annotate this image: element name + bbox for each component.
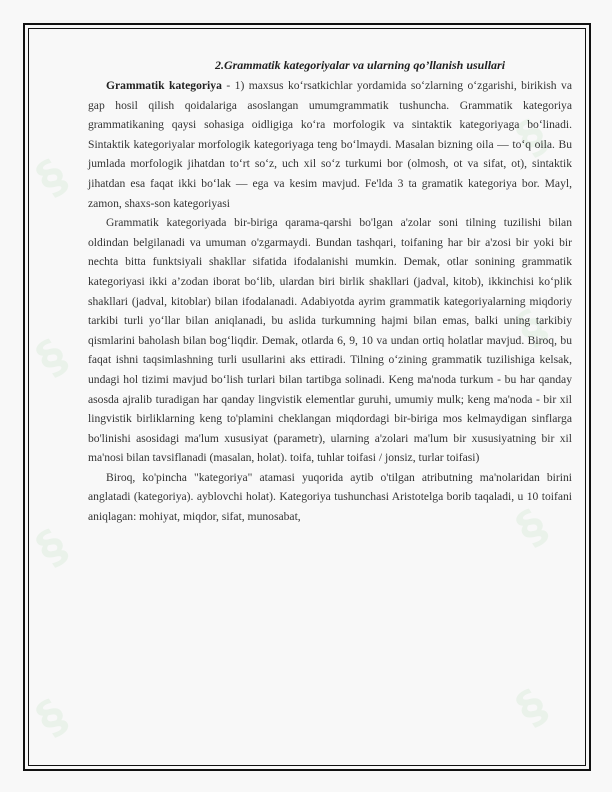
watermark-glyph: § (26, 688, 77, 746)
watermark-glyph: § (506, 498, 557, 556)
watermark-glyph: § (26, 518, 77, 576)
watermark-glyph: § (26, 328, 77, 386)
paragraph-3: Biroq, ko'pincha "kategoriya" atamasi yuqorida aytib o'tilgan atributning ma'nolaridan birini anglatadi (kategoriya). ayblovchi holat). Kategoriya tushunchasi Aristotelga borib taqaladi, u 10 toifani aniqlagan: mohiyat, miqdor, sifat, munosabat, (88, 470, 572, 524)
watermark-glyph: § (506, 108, 557, 166)
section-title: 2.Grammatik kategoriyalar va ularning qo’llanish usullari (214, 58, 506, 72)
document-body (88, 56, 572, 527)
watermark-glyph: § (26, 148, 77, 206)
watermark-glyph: § (506, 678, 557, 736)
paragraph-2: Grammatik kategoriyada bir-biriga qarama-qarshi bo'lgan a'zolar soni tilning tuzilishi bilan oldindan belgilanadi va umuman o'zgarmaydi. Bundan tashqari, toifaning har bir a'zosi bir yoki bir nechta bitta funktsiyali shakllar sifatida ifodalanishi mumkin. Demak, otlar sonining grammatik kategoriyasi ikki a’zodan iborat bo‘lib, ulardan biri birlik shakllari (jadval, kitob), ikkinchisi ko‘plik shakllari (jadval, kitoblar) bilan ifodalanadi. Adabiyotda ayrim grammatik kategoriyalarning miqdoriy tarkibi turli yo‘llar bilan aniqlanadi, bu aslida turkumning hajmi bilan emas, balki uning tarkibiy qismlarini baholash bilan bog‘liqdir. Demak, otlarda 6, 9, 10 va undan ortiq holatlar mavjud. Biroq, bu faqat ishni taqsimlashning turli usullarini aks ettiradi. Tilning o‘zining grammatik tuzilishiga kelsak, undagi hol tizimi mavjud bo‘lish turlari bilan tartibga solinadi. Keng ma'noda turkum - bu har qanday asosda ajralib turadigan har qanday lingvistik elementlar guruhi, umumiy mulk; keng ma'noda - bir xil lingvistik birliklarning keng to'plamini cheklangan miqdordagi bir-biriga mos kelmaydigan sinflarga bo'linishi asosidagi ma'lum xususiyat (parametr), ularning a'zolari ma'lum bir xususiyatning bir xil ma'nosi bilan tavsiflanadi (masalan, holat). toifa, tuhlar toifasi / jonsiz, turlar toifasi) (88, 216, 572, 465)
paragraph-1 (88, 76, 572, 213)
watermark-glyph: § (506, 298, 557, 356)
defined-term: Grammatik kategoriya (106, 79, 222, 92)
paragraph-1-text: - 1) maxsus ko‘rsatkichlar yordamida so‘zlarning o‘zgarishi, birikish va gap hosil qilish qoidalariga asoslangan umumgrammatik tushuncha. Grammatik kategoriya grammatikaning qaysi sohasiga oidligiga ko‘ra morfologik va sintaktik kategoriyaga bo‘linadi. Sintaktik kategoriyalar morfologik kategoriyaga teng bo‘lmaydi. Masalan bizning oila — to‘q oila. Bu jumlada morfologik jihatdan to‘rt so‘z, uch xil so‘z turkumi bor (olmosh, ot va sifat, ot), sintaktik jihatdan esa faqat ikki bo‘lak — ega va kesim mavjud. Fe'lda 3 ta gramatik kategoriya bor. Mayl, zamon, shaxs-son kategoriyasi (88, 79, 572, 210)
